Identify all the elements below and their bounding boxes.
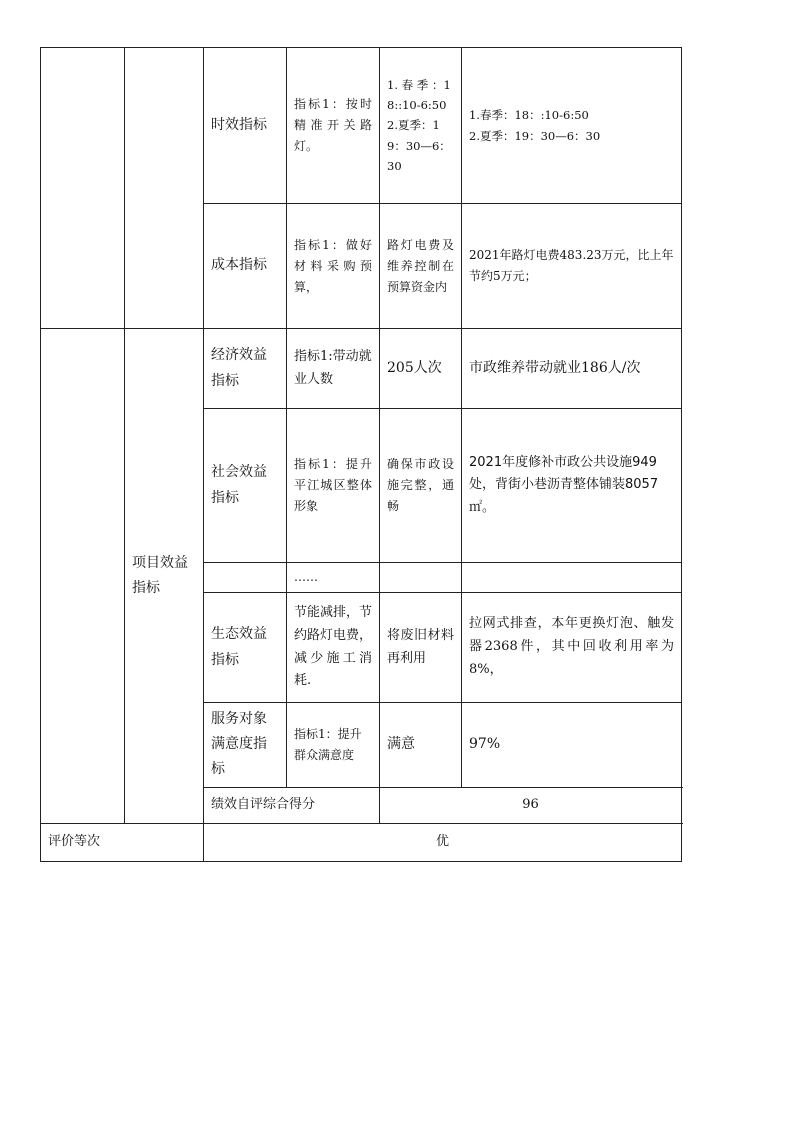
secondary-indicator-satisfaction: 服务对象满意度指标 (204, 703, 287, 788)
actual-timeliness-line1: 1.春季：18：:10-6:50 (469, 108, 589, 123)
actual-ecological: 拉网式排查，本年更换灯泡、触发器2368件，其中回收利用率为8%， (462, 593, 682, 703)
grade-label: 评价等次 (41, 823, 204, 861)
score-label: 绩效自评综合得分 (204, 787, 380, 823)
indicator-ecological: 节能减排，节约路灯电费，减少施工消耗. (287, 593, 380, 703)
level2-cell-blank (125, 48, 204, 329)
indicator-timeliness: 指标1：按时精准开关路灯。 (287, 48, 380, 204)
ellipsis-cell: …… (287, 563, 380, 593)
target-social: 确保市政设施完整，通畅 (380, 409, 462, 563)
actual-social (462, 409, 682, 563)
performance-evaluation-table (40, 47, 682, 862)
grade-value: 优 (204, 823, 682, 861)
indicator-economic: 指标1:带动就业人数 (287, 329, 380, 409)
table-row-economic (41, 329, 682, 409)
table-row-grade (41, 823, 682, 861)
indicator-social: 指标1：提升平江城区整体形象 (287, 409, 380, 563)
indicator-cost: 指标1：做好材料采购预算， (287, 204, 380, 329)
actual-economic: 市政维养带动就业186人/次 (462, 329, 682, 409)
secondary-indicator-ecological: 生态效益指标 (204, 593, 287, 703)
level1-cell-blank-lower (41, 329, 125, 824)
secondary-indicator-social: 社会效益指标 (204, 409, 287, 563)
indicator-satisfaction: 指标1：提升群众满意度 (287, 703, 380, 788)
target-ecological: 将废旧材料再利用 (380, 593, 462, 703)
target-cost: 路灯电费及维养控制在预算资金内 (380, 204, 462, 329)
ellipsis-secondary-blank (204, 563, 287, 593)
target-timeliness-line2: 2.夏季：19：30—6：30 (387, 118, 451, 173)
secondary-indicator-timeliness: 时效指标 (204, 48, 287, 204)
target-timeliness (380, 48, 462, 204)
score-value: 96 (380, 787, 682, 823)
actual-social-text: 2021年度修补市政公共设施949处，背街小巷沥青整体铺装8057㎡。 (469, 455, 659, 515)
actual-satisfaction: 97% (462, 703, 682, 788)
ellipsis-actual-blank (462, 563, 682, 593)
level1-cell-blank (41, 48, 125, 329)
actual-cost: 2021年路灯电费483.23万元，比上年节约5万元； (462, 204, 682, 329)
target-satisfaction: 满意 (380, 703, 462, 788)
target-economic: 205人次 (380, 329, 462, 409)
actual-timeliness (462, 48, 682, 204)
ellipsis-target-blank (380, 563, 462, 593)
target-timeliness-line1: 1. 春 季 ：18::10-6:50 (387, 78, 451, 113)
secondary-indicator-economic: 经济效益指标 (204, 329, 287, 409)
benefit-group-label: 项目效益指标 (125, 329, 204, 824)
table-row-timeliness (41, 48, 682, 204)
actual-timeliness-line2: 2.夏季：19：30—6：30 (469, 128, 601, 143)
secondary-indicator-cost: 成本指标 (204, 204, 287, 329)
